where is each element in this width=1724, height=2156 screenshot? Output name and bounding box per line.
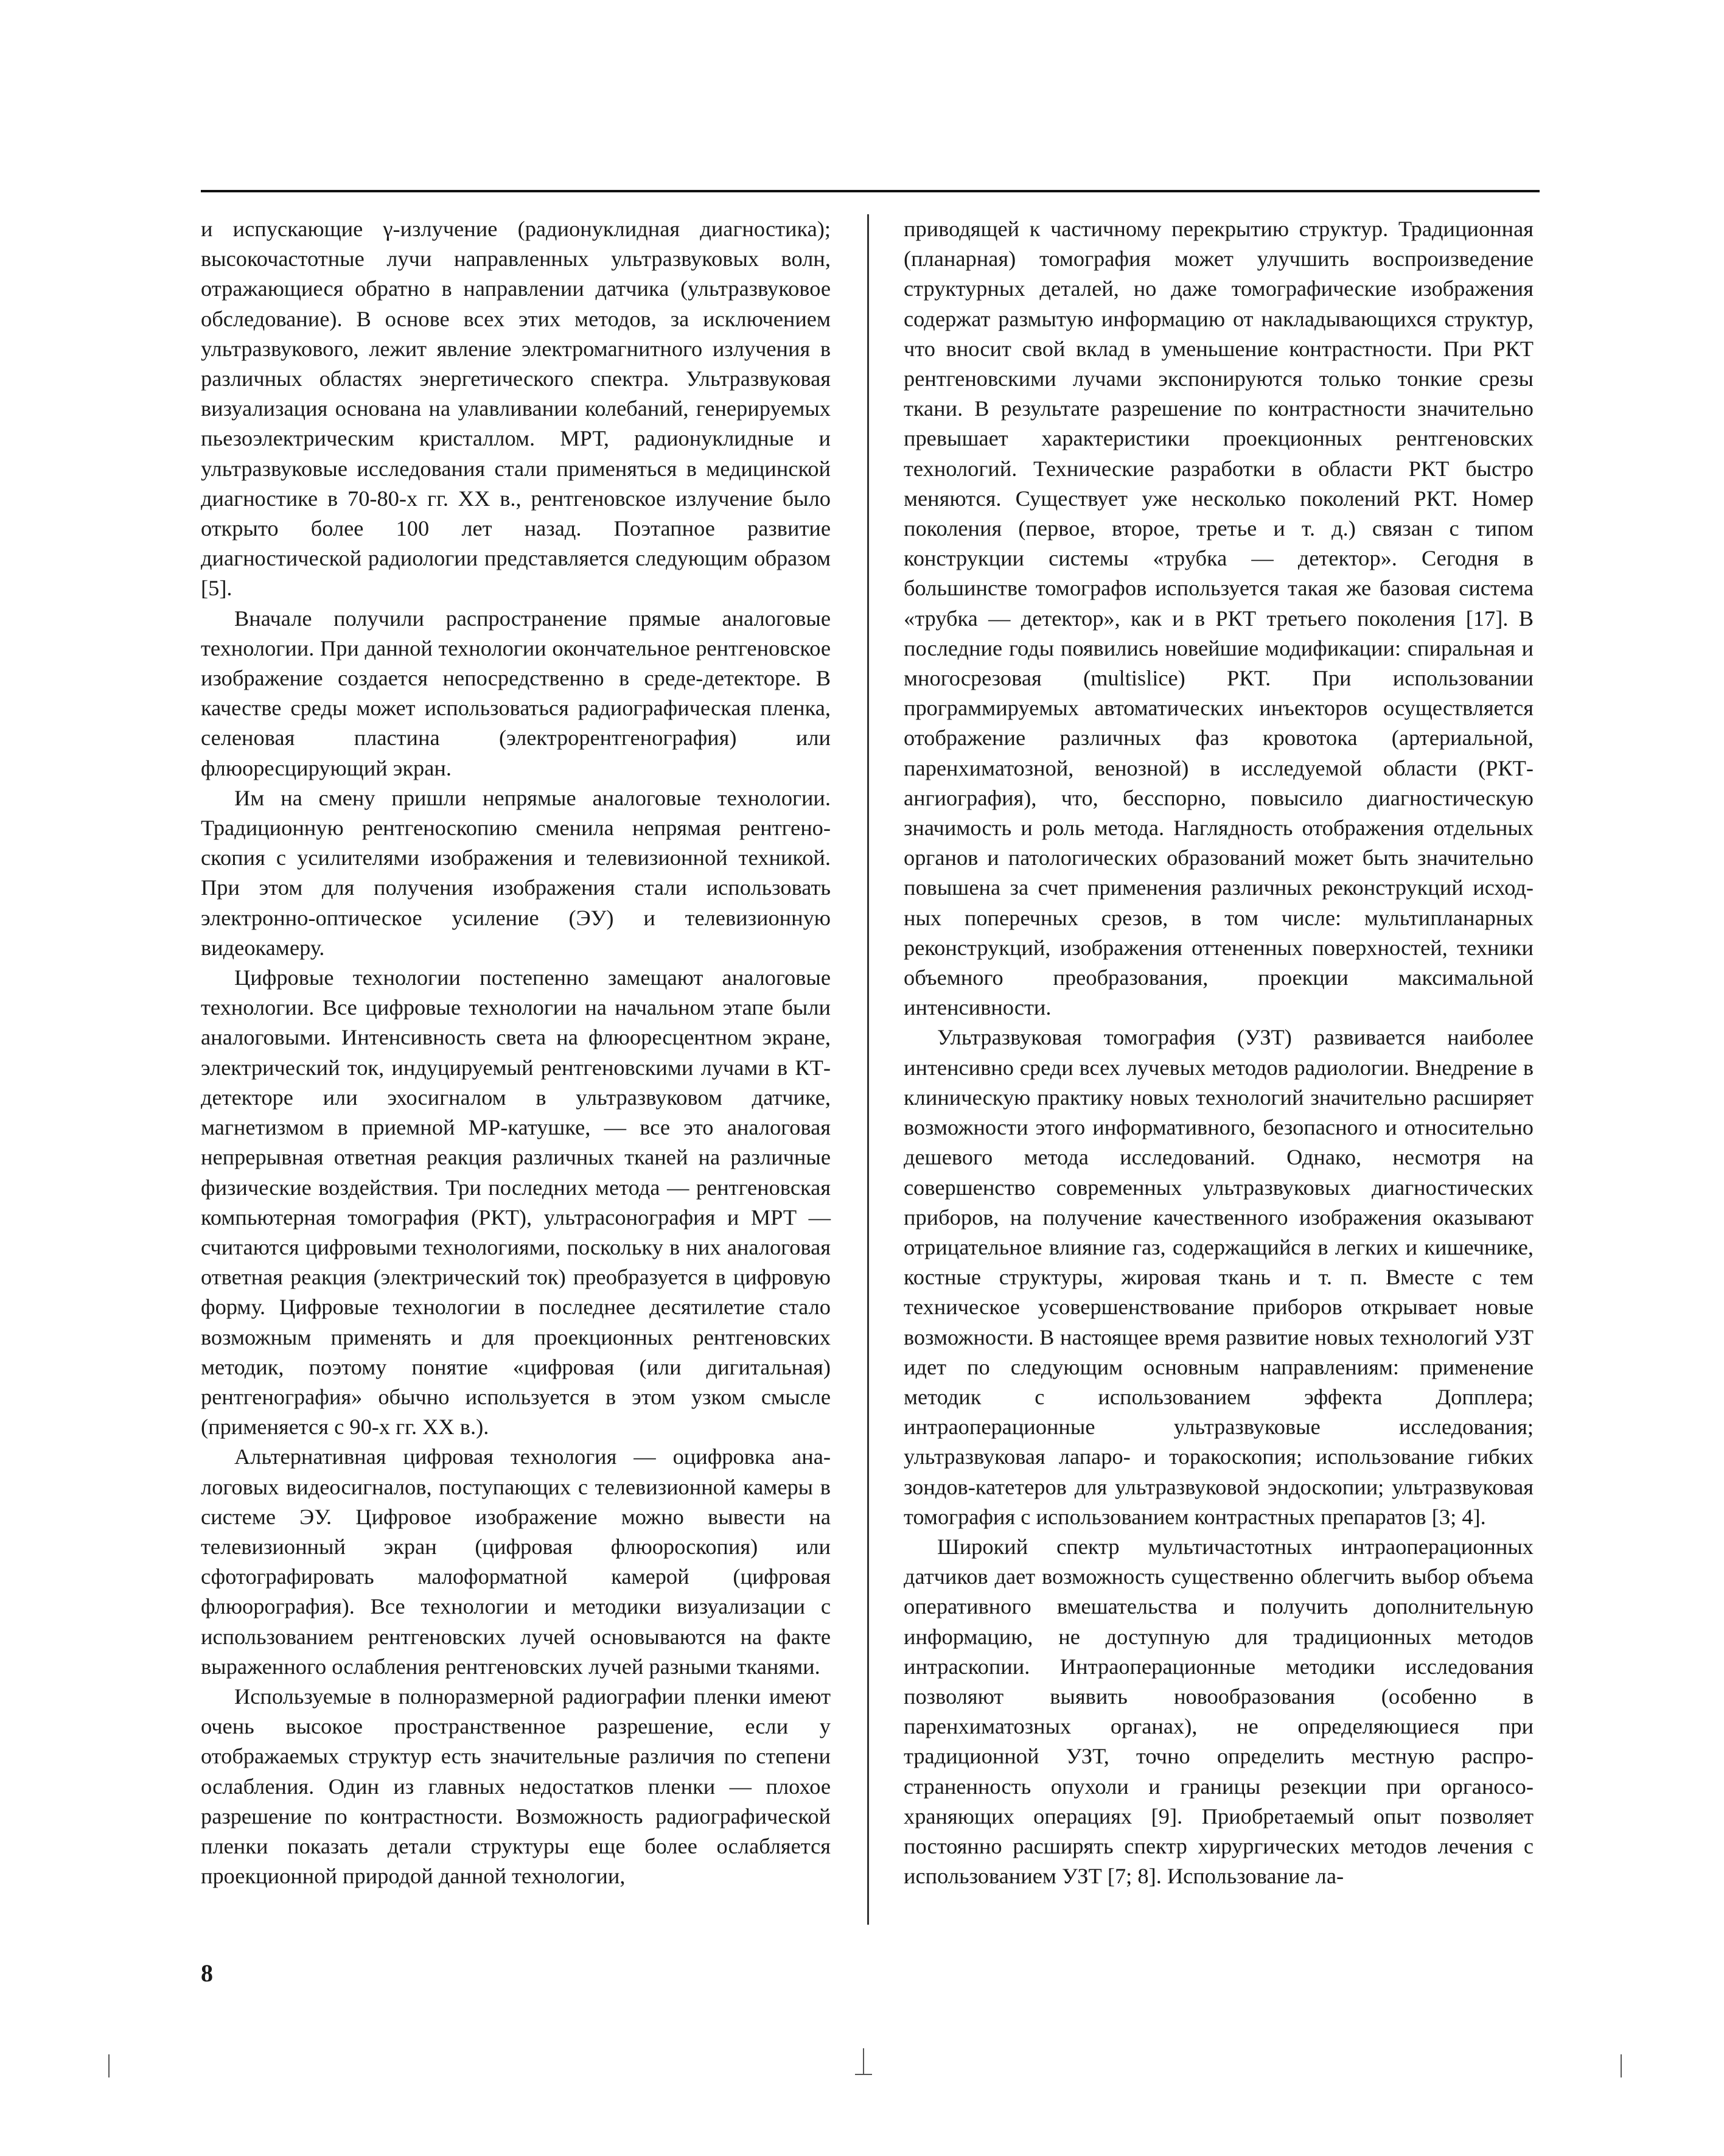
right-text-column	[904, 214, 1534, 1891]
column-divider	[867, 214, 869, 1925]
left-text-column	[201, 214, 831, 1891]
header-rule	[201, 190, 1540, 192]
crop-mark-right	[1621, 2054, 1622, 2077]
paragraph: и испускающие γ-излучение (радионуклидная диагностика); высокочастотные лучи направленных ультразвуковых волн, отражающиеся обратно в направлении датчика (ультразвуковое обследование). В основе всех этих методов, за исключением ультразвукового, лежит явление электромагнитного излучения в различных областях энергетического спектра. Ультразвуковая визуализация основана на улавливании колебаний, генерируемых пьезоэлектрическим кристаллом. МРТ, радионуклидные и ультразвуковые исследования стали применяться в медицинской диагностике в 70-80-х гг. XX в., рентгеновское излучение было открыто более 100 лет назад. Поэтапное развитие диагностической радиологии представляется следующим образом [5].	[201, 217, 831, 601]
paragraph: Вначале получили распространение прямые аналоговые технологии. При данной технологии окончательное рентгеновское изображение создается непосредственно в среде-детекторе. В качестве среды может использоваться радиографическая пленка, селеновая пластина (электрорентгенография) или флюоресцирующий экран.	[201, 606, 831, 780]
paragraph: Используемые в полноразмерной радиографии пленки имеют очень высокое пространственное разрешение, если у отображаемых структур есть значительные различия по степени ослабления. Один из главных недостатков пленки — плохое разрешение по контрастности. Возможность радиографической пленки показать детали структуры еще более ослабляется проекционной природой данной технологии,	[201, 1684, 831, 1889]
paragraph: Им на смену пришли непрямые аналоговые технологии. Традиционную рентгеноскопию сменила непрямая рентгеноскопия с усилителями изображения и телевизионной техникой. При этом для получения изображения стали использовать электронно-оптическое усиление (ЭУ) и телевизионную видеокамеру.	[201, 785, 831, 960]
page-number: 8	[201, 1959, 213, 1987]
paragraph: Широкий спектр мультичастотных интраоперационных датчиков дает возможность существенно облегчить выбор объема оперативного вмешательства и получить дополнительную информацию, не доступную для традиционных методов интраскопии. Интраоперационные методики исследования позволяют выявить новообразования (особенно в паренхиматозных органах), не определяющиеся при традиционной УЗТ, точно определить местную распространенность опухоли и границы резекции при органосохраняющих операциях [9]. Приобретаемый опыт позволяет постоянно расширять спектр хирургических методов лечения с использованием УЗТ [7; 8]. Использование ла-	[904, 1534, 1534, 1889]
crop-mark-center-bar	[855, 2074, 872, 2075]
paragraph: Альтернативная цифровая технология — оцифровка аналоговых видеосигналов, поступающих с телевизионной камеры в системе ЭУ. Цифровое изображение можно вывести на телевизионный экран (цифровая флюороскопия) или сфотографировать малоформатной камерой (цифровая флюорография). Все технологии и методики визуализации с использованием рентгеновских лучей основываются на факте выраженного ослабления рентгеновских лучей разными тканями.	[201, 1444, 831, 1679]
paragraph: Ультразвуковая томография (УЗТ) развивается наиболее интенсивно среди всех лучевых методов радиологии. Внедрение в клиническую практику новых технологий значительно расширяет возможности этого информативного, безопасного и относительно дешевого метода исследований. Однако, несмотря на совершенство современных ультразвуковых диагностических приборов, на получение качественного изображения оказывают отрицательное влияние газ, содержащийся в легких и кишечнике, костные структуры, жировая ткань и т. п. Вместе с тем техническое усовершенствование приборов открывает новые возможности. В настоящее время развитие новых технологий УЗТ идет по следующим основным направлениям: применение методик с использованием эффекта Допплера; интраоперационные ультразвуковые исследования; ультразвуковая лапаро- и торакоскопия; использование гибких зондов-катетеров для ультразвуковой эндоскопии; ультразвуковая томография с использованием контрастных препаратов [3; 4].	[904, 1025, 1534, 1529]
paragraph: приводящей к частичному перекрытию структур. Традиционная (планарная) томография может улучшить воспроизведение структурных деталей, но даже томографические изображения содержат размытую информацию от накладывающихся структур, что вносит свой вклад в уменьшение контрастности. При РКТ рентгеновскими лучами экспонируются только тонкие срезы ткани. В результате разрешение по контрастности значительно превышает характеристики проекционных рентгеновских технологий. Технические разработки в области РКТ быстро меняются. Существует уже несколько поколений РКТ. Номер поколения (первое, второе, третье и т. д.) связан с типом конструкции системы «трубка — детектор». Сегодня в большинстве томографов используется такая же базовая система «трубка — детектор», как и в РКТ третьего поколения [17]. В последние годы появились новейшие модификации: спиральная и многосрезовая (multislice) РКТ. При использовании программируемых автоматических инъекторов осуществляется отображение различных фаз кровотока (артериальной, паренхиматозной, венозной) в исследуемой области (РКТ-ангиография), что, бесспорно, повысило диагностическую значимость и роль метода. Наглядность отображения отдельных органов и патологических образований может быть значительно повышена за счет применения различных реконструкций исходных поперечных срезов, в том числе: мультипланарных реконструкций, изображения оттененных поверхностей, техники объемного преобразования, проекции максимальной интенсивности.	[904, 217, 1534, 1020]
crop-mark-left	[108, 2054, 110, 2077]
crop-mark-center	[863, 2048, 864, 2074]
paragraph: Цифровые технологии постепенно замещают аналоговые технологии. Все цифровые технологии на начальном этапе были аналоговыми. Интенсивность света на флюоресцентном экране, электрический ток, индуцируемый рентгеновскими лучами в КТ-детекторе или эхосигналом в ультразвуковом датчике, магнетизмом в приемной МР-катушке, — все это аналоговая непрерывная ответная реакция различных тканей на различные физические воздействия. Три последних метода — рентгеновская компьютерная томография (РКТ), ультрасонография и МРТ — считаются цифровыми технологиями, поскольку в них аналоговая ответная реакция (электрический ток) преобразуется в цифровую форму. Цифровые технологии в последнее десятилетие стало возможным применять и для проекционных рентгеновских методик, поэтому понятие «цифровая (или дигитальная) рентгенография» обычно используется в этом узком смысле (применяется с 90-х гг. XX в.).	[201, 965, 831, 1440]
